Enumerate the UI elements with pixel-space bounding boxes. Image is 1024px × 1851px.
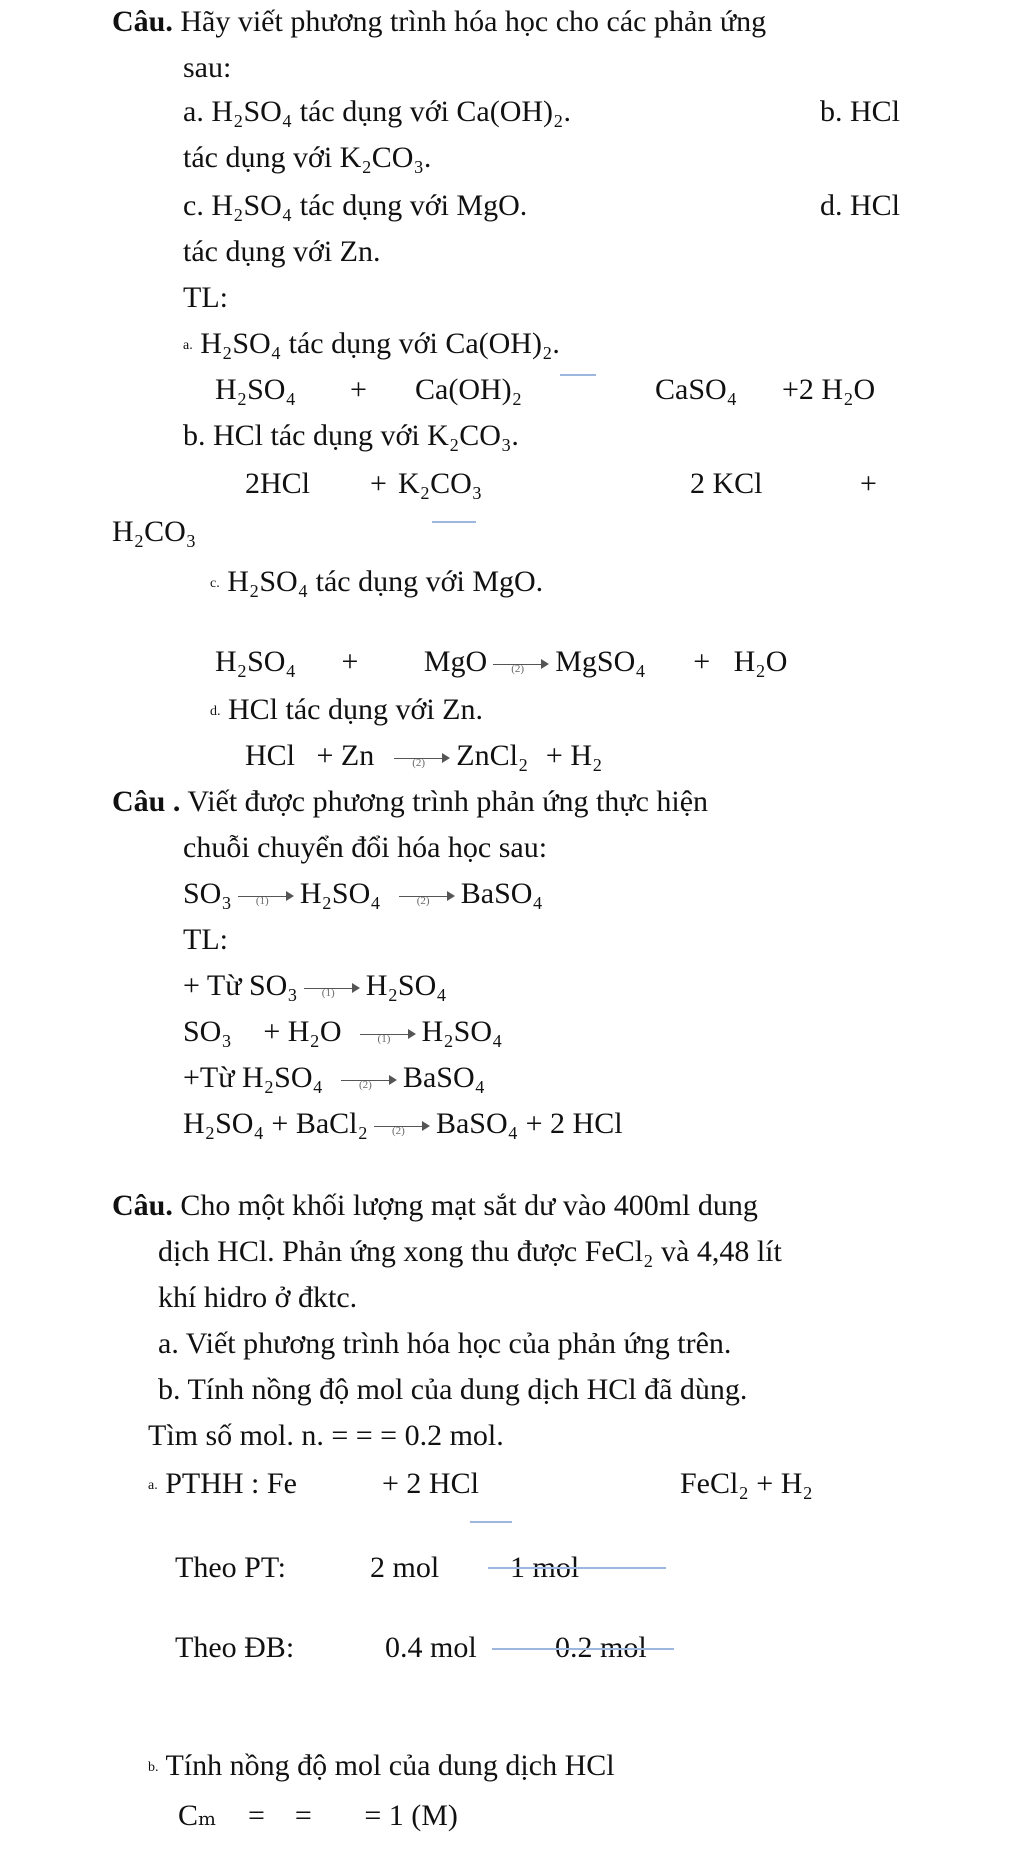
q2-l1-arrow-number: (1)	[321, 987, 335, 1000]
q1-b-reactant-2: K₂CO₃	[398, 467, 483, 500]
q3-cm-label: Cₘ	[178, 1799, 217, 1832]
q1-d-equation	[245, 738, 602, 774]
q3-theo-pt-line	[488, 1567, 666, 1569]
q2-line-1	[183, 968, 447, 1004]
q2-l3-arrow	[341, 1070, 397, 1090]
q3-a-marker: a.	[148, 1478, 158, 1494]
q1-item-c: c. H₂SO₄ tác dụng với MgO.	[183, 189, 528, 222]
q1-d-title-text: HCl tác dụng với Zn.	[228, 693, 483, 726]
q3-item-b: b. Tính nồng độ mol của dung dịch HCl đã dùng.	[158, 1373, 748, 1406]
q1-b-reaction-line	[432, 521, 476, 523]
q1-heading: Câu.	[112, 5, 173, 38]
q2-line-4	[183, 1106, 623, 1142]
q1-a-reactant-1: H₂SO₄	[215, 373, 296, 406]
q1-answer-c-title	[210, 564, 543, 602]
q1-b-plus-2: +	[860, 467, 877, 500]
q1-item-d: d. HCl	[820, 189, 901, 222]
q1-b-plus: +	[370, 467, 387, 500]
q2-chain-arrow-2	[399, 886, 455, 906]
q1-item-a: a. H₂SO₄ tác dụng với Ca(OH)₂.	[183, 95, 572, 128]
q1-d-product-2: + H₂	[545, 739, 603, 772]
q2-prompt-2: chuỗi chuyển đổi hóa học sau:	[183, 831, 548, 864]
q2-chain-arrow-2-number: (2)	[416, 895, 430, 908]
q2-line-3	[183, 1060, 485, 1096]
q1-item-b-cont: tác dụng với K₂CO₃.	[183, 141, 432, 174]
q1-prompt-2: sau:	[183, 51, 232, 84]
q2-l2-arrow	[360, 1024, 416, 1044]
q1-a-product-2: +2 H₂O	[782, 373, 876, 406]
q2-l2-arrow-number: (1)	[377, 1033, 391, 1046]
q1-a-marker: a.	[183, 338, 193, 354]
q1-a-reaction-line	[560, 374, 596, 376]
q3-pthh-reactant: + 2 HCl	[382, 1467, 479, 1500]
q2-l1-arrow	[304, 978, 360, 998]
q1-a-title-text: H₂SO₄ tác dụng với Ca(OH)₂.	[200, 327, 560, 360]
q3-theo-db-value-2: 0.2 mol	[555, 1631, 647, 1664]
q2-l4-products: BaSO₄ + 2 HCl	[435, 1107, 623, 1140]
q2-chain-h2so4: H₂SO₄	[299, 877, 381, 910]
q1-c-product-1: MgSO₄	[555, 645, 646, 678]
q2-l1-to: H₂SO₄	[365, 969, 447, 1002]
q1-item-b: b. HCl	[820, 95, 901, 128]
q1-prompt: Hãy viết phương trình hóa học cho các phản ứng	[180, 5, 767, 38]
q1-b-reactant-1: 2HCl	[245, 467, 311, 500]
q3-theo-db-line	[492, 1648, 674, 1650]
q3-prompt: Cho một khối lượng mạt sắt dư vào 400ml dung	[180, 1189, 758, 1222]
q1-c-marker: c.	[210, 576, 220, 592]
q3-theo-db-value-1: 0.4 mol	[385, 1631, 477, 1664]
q1-c-product-2: H₂O	[733, 645, 788, 678]
q3-item-a: a. Viết phương trình hóa học của phản ứng trên.	[158, 1327, 732, 1360]
q1-c-plus-2: +	[693, 645, 711, 678]
q2-l4-arrow-number: (2)	[391, 1125, 405, 1138]
q3-cm-equation: = = = 1 (M)	[248, 1799, 458, 1832]
q2-prompt: Viết được phương trình phản ứng thực hiện	[187, 785, 709, 818]
q2-heading: Câu .	[112, 785, 181, 818]
q1-line	[112, 4, 766, 40]
q1-c-reactant-1: H₂SO₄	[215, 645, 296, 678]
q1-c-title-text: H₂SO₄ tác dụng với MgO.	[227, 565, 544, 598]
q1-answer-b-title: b. HCl tác dụng với K₂CO₃.	[183, 419, 519, 452]
q1-d-reactant-1: HCl	[245, 739, 296, 772]
q2-l2-h2o: + H₂O	[263, 1015, 342, 1048]
q3-heading: Câu.	[112, 1189, 173, 1222]
q1-d-product-1: ZnCl₂	[456, 739, 529, 772]
q1-d-arrow	[394, 748, 450, 768]
q2-l4-arrow	[374, 1116, 430, 1136]
q3-b-marker: b.	[148, 1760, 159, 1776]
q2-l2-so3: SO₃	[183, 1015, 232, 1048]
q1-a-product-1: CaSO₄	[655, 373, 738, 406]
q1-c-arrow	[493, 654, 549, 674]
q2-chain-arrow-1-number: (1)	[255, 895, 269, 908]
q1-c-plus: +	[341, 645, 359, 678]
q1-answer-label: TL:	[183, 281, 228, 314]
q3-prompt-2: dịch HCl. Phản ứng xong thu được FeCl₂ và 4,48 lít	[158, 1235, 782, 1268]
q2-l2-product: H₂SO₄	[421, 1015, 503, 1048]
q3-theo-db-label: Theo ĐB:	[175, 1631, 295, 1664]
q3-pthh-products: FeCl₂ + H₂	[680, 1467, 813, 1500]
q1-a-reactant-2: Ca(OH)₂	[415, 373, 523, 406]
q3-theo-pt-value-2: 1 mol	[510, 1551, 580, 1584]
q3-pthh-left	[148, 1466, 297, 1504]
q2-l1-from: + Từ SO₃	[183, 969, 298, 1002]
q3-pthh-label: PTHH : Fe	[165, 1467, 297, 1500]
q1-c-arrow-number: (2)	[511, 663, 525, 676]
q2-l4-reactants: H₂SO₄ + BaCl₂	[183, 1107, 368, 1140]
q3-theo-pt-value-1: 2 mol	[370, 1551, 440, 1584]
q2-chain-baso4: BaSO₄	[460, 877, 543, 910]
q3-find-moles: Tìm số mol. n. = = = 0.2 mol.	[148, 1419, 504, 1452]
q2-chain-so3: SO₃	[183, 877, 232, 910]
q1-b-product-2: H₂CO₃	[112, 515, 197, 548]
q1-d-arrow-number: (2)	[412, 757, 426, 770]
q2-chain-arrow-1	[238, 886, 294, 906]
q3-b-title-text: Tính nồng độ mol của dung dịch HCl	[165, 1749, 615, 1782]
q3-answer-b-title	[148, 1748, 615, 1786]
q1-c-equation	[215, 644, 787, 680]
q2-line	[112, 784, 708, 820]
q2-chain	[183, 876, 543, 912]
q3-line	[112, 1188, 758, 1224]
q1-item-d-cont: tác dụng với Zn.	[183, 235, 381, 268]
q1-answer-d-title	[210, 692, 483, 730]
q2-line-2	[183, 1014, 502, 1050]
q1-a-plus: +	[350, 373, 367, 406]
q3-theo-pt-label: Theo PT:	[175, 1551, 286, 1584]
q3-prompt-3: khí hidro ở đktc.	[158, 1281, 358, 1314]
q1-c-reactant-2: MgO	[423, 645, 488, 678]
q3-pthh-reaction-line	[470, 1521, 512, 1523]
q2-l3-from: +Từ H₂SO₄	[183, 1061, 323, 1094]
q1-d-marker: d.	[210, 704, 221, 720]
q1-b-product-1: 2 KCl	[690, 467, 763, 500]
q2-l3-to: BaSO₄	[402, 1061, 486, 1094]
q1-d-reactant-2: + Zn	[316, 739, 375, 772]
q1-answer-a-title	[183, 326, 560, 364]
q2-l3-arrow-number: (2)	[358, 1079, 372, 1092]
q2-answer-label: TL:	[183, 923, 228, 956]
